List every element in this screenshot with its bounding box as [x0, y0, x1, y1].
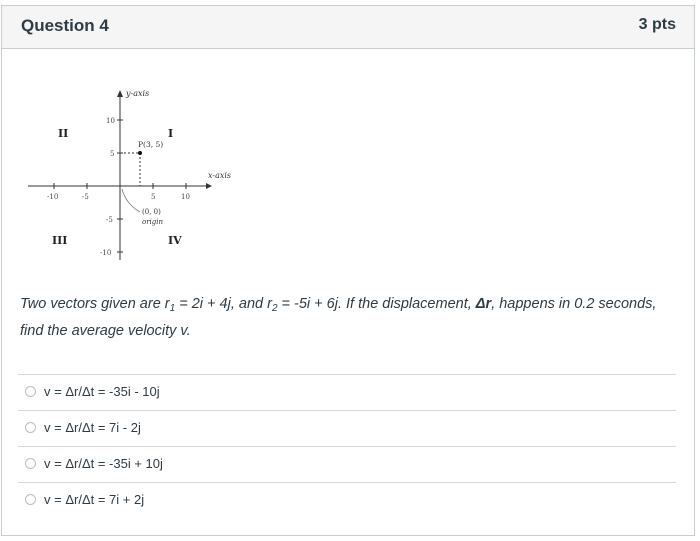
quadrant-label-iv: IV [168, 234, 182, 247]
quadrant-label-i: I [168, 127, 174, 140]
x-axis-label: x-axis [208, 171, 232, 180]
x-axis-arrow [206, 183, 212, 189]
answer-option[interactable] [18, 482, 676, 518]
question-text: Two vectors given are $r_1 = 2i + 4j$, and $r_2 = -5i + 6j$. If the displacement, Δr, happens in 0.2 seconds, find the average velocity v. [20, 296, 657, 339]
coordinate-plane-figure [22, 80, 242, 260]
origin-coords-label: (0, 0) [142, 208, 161, 216]
delta-r: Δr [475, 296, 492, 312]
radio-button[interactable] [25, 494, 36, 505]
answer-label: v = Δr/Δt = 7i + 2j [44, 492, 145, 507]
y-axis-label: y-axis [126, 89, 150, 98]
answer-list [18, 374, 676, 518]
radio-button[interactable] [25, 386, 36, 397]
answer-label: v = Δr/Δt = -35i + 10j [44, 456, 163, 471]
y-tick-label: 5 [110, 150, 115, 158]
y-tick-label: 10 [106, 117, 115, 125]
answer-option[interactable] [18, 410, 676, 446]
answer-option[interactable] [18, 446, 676, 482]
answer-option[interactable] [18, 374, 676, 410]
y-axis-arrow [117, 90, 123, 97]
y-tick-label: -10 [100, 249, 112, 257]
question-header [2, 6, 694, 49]
question-title: Question 4 [21, 16, 109, 35]
x-tick-label: -10 [47, 193, 59, 201]
origin-pointer [122, 189, 140, 212]
y-tick-label: -5 [106, 216, 113, 224]
point-p-label: P(3, 5) [138, 140, 164, 149]
quadrant-label-ii: II [58, 127, 69, 140]
x-tick-label: 5 [151, 193, 156, 201]
x-tick-label: -5 [82, 193, 89, 201]
x-tick-label: 10 [181, 193, 190, 201]
quadrant-label-iii: III [52, 234, 68, 247]
origin-label: origin [142, 218, 164, 226]
question-points: 3 pts [638, 16, 676, 33]
radio-button[interactable] [25, 422, 36, 433]
answer-label: v = Δr/Δt = 7i - 2j [44, 420, 141, 435]
answer-label: v = Δr/Δt = -35i - 10j [44, 384, 160, 399]
point-p-marker [138, 151, 142, 155]
radio-button[interactable] [25, 458, 36, 469]
